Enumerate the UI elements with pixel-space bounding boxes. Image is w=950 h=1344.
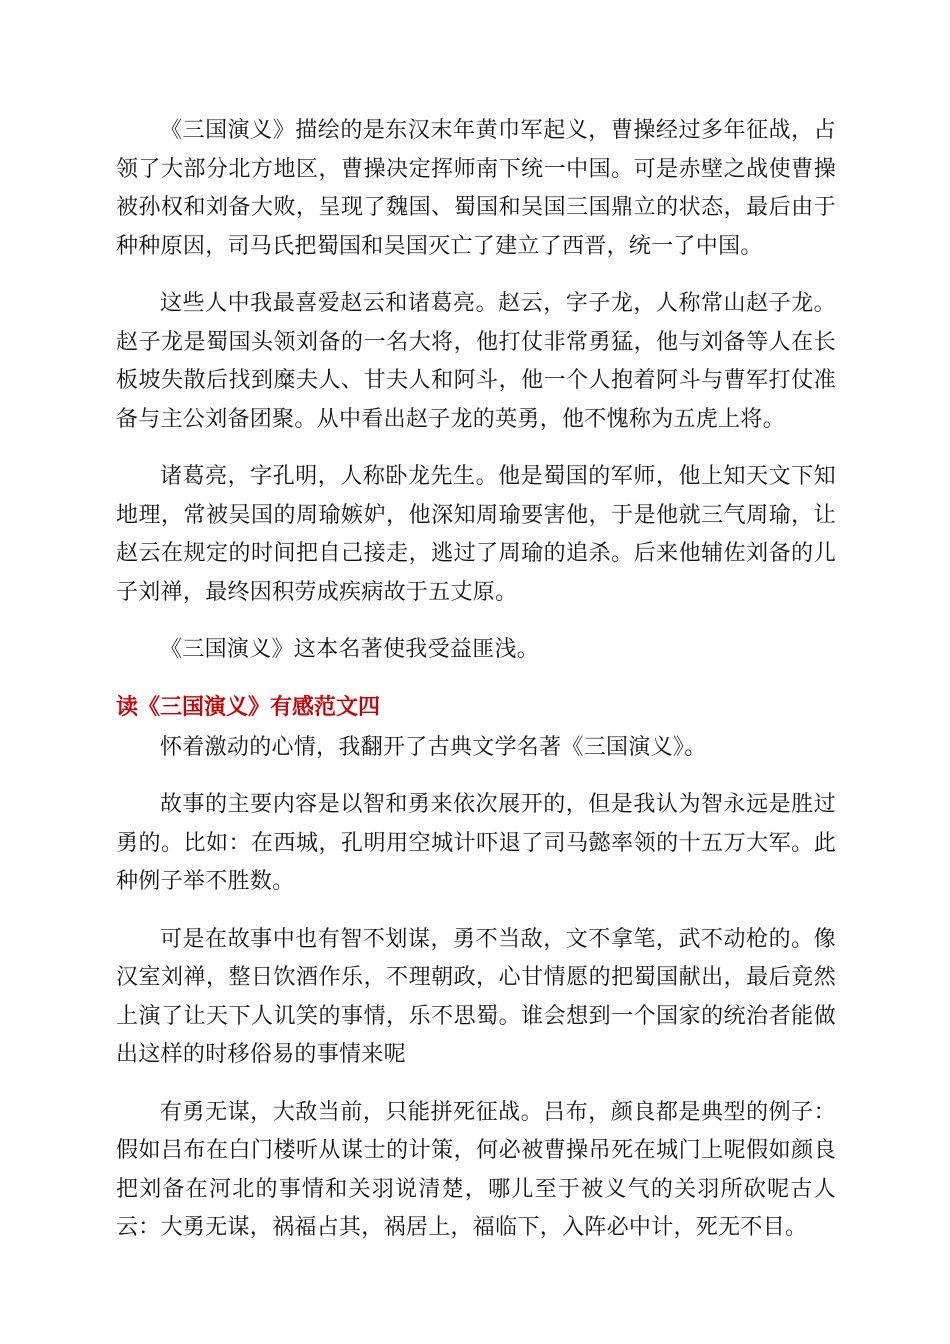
- paragraph: 可是在故事中也有智不划谋，勇不当敌，文不拿笔，武不动枪的。像汉室刘禅，整日饮酒作乐，不理朝政，心甘情愿的把蜀国献出，最后竟然上演了让天下人讥笑的事情，乐不思蜀。谁会想到一个国家的统治者能做出这样的时移俗易的事情来呢: [116, 926, 836, 1067]
- paragraph: 诸葛亮，字孔明，人称卧龙先生。他是蜀国的军师，他上知天文下知地理，常被吴国的周瑜嫉妒，他深知周瑜要害他，于是他就三气周瑜，让赵云在规定的时间把自己接走，逃过了周瑜的追杀。后来他辅佐刘备的儿子刘禅，最终因积劳成疾病故于五丈原。: [116, 464, 836, 605]
- paragraph: 怀着激动的心情，我翻开了古典文学名著《三国演义》。: [160, 734, 707, 760]
- paragraph: 《三国演义》这本名著使我受益匪浅。: [160, 637, 540, 662]
- paragraph: 这些人中我最喜爱赵云和诸葛亮。赵云，字子龙，人称常山赵子龙。赵子龙是蜀国头领刘备的一名大将，他打仗非常勇猛，他与刘备等人在长板坡失散后找到糜夫人、甘夫人和阿斗，他一个人抱着阿斗与曹军打仗准备与主公刘备团聚。从中看出赵子龙的英勇，他不愧称为五虎上将。: [116, 291, 836, 432]
- paragraph: 有勇无谋，大敌当前，只能拼死征战。吕布，颜良都是典型的例子：假如吕布在白门楼听从谋士的计策，何必被曹操吊死在城门上呢假如颜良把刘备在河北的事情和关羽说清楚，哪儿至于被义气的关羽所砍呢古人云：大勇无谋，祸福占其，祸居上，福临下，入阵必中计，死无不目。: [116, 1099, 836, 1240]
- section-heading: 读《三国演义》有感范文四: [116, 694, 381, 720]
- paragraph: 故事的主要内容是以智和勇来依次展开的，但是我认为智永远是胜过勇的。比如：在西城，孔明用空城计吓退了司马懿率领的十五万大军。此种例子举不胜数。: [116, 792, 836, 894]
- document-body: [116, 112, 836, 1267]
- paragraph: 《三国演义》描绘的是东汉末年黄巾军起义，曹操经过多年征战，占领了大部分北方地区，曹操决定挥师南下统一中国。可是赤壁之战使曹操被孙权和刘备大败，呈现了魏国、蜀国和吴国三国鼎立的状态，最后由于种种原因，司马氏把蜀国和吴国灭亡了建立了西晋，统一了中国。: [116, 118, 836, 259]
